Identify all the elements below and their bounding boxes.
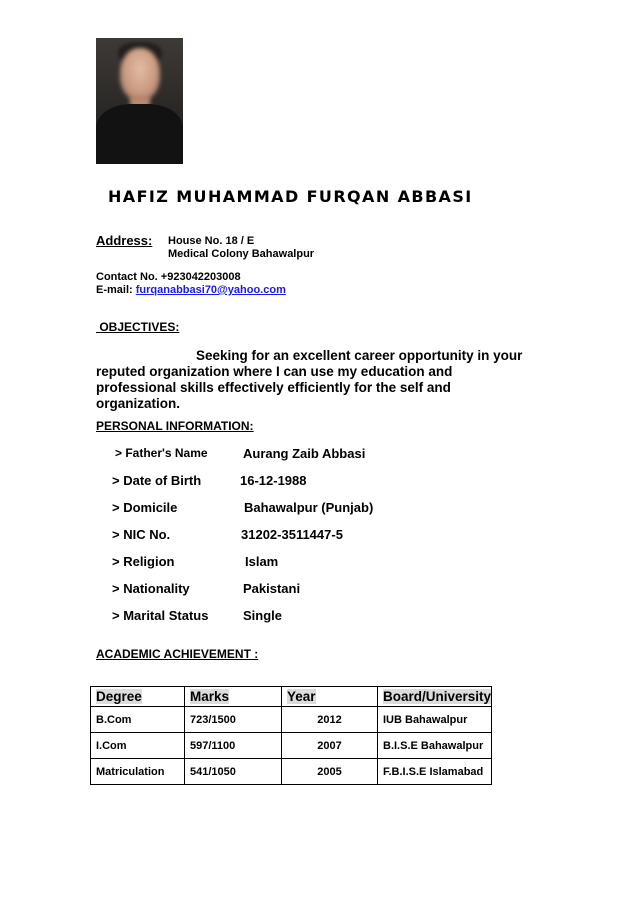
col-header-marks: Marks — [185, 687, 282, 707]
personal-info-heading: PERSONAL INFORMATION: — [96, 419, 254, 433]
email-link[interactable]: furqanabbasi70@yahoo.com — [135, 284, 286, 296]
address-line-2: Medical Colony Bahawalpur — [168, 248, 315, 260]
col-header-board: Board/University — [378, 687, 492, 707]
table-row — [91, 733, 492, 759]
cell-degree: Matriculation — [91, 759, 185, 785]
pi-value-nationality: Pakistani — [243, 581, 301, 596]
email-label: E-mail: — [96, 284, 133, 296]
objectives-heading: OBJECTIVES: — [96, 320, 180, 334]
candidate-name: HAFIZ MUHAMMAD FURQAN ABBASI — [108, 187, 473, 206]
cell-degree: I.Com — [91, 733, 185, 759]
pi-value-nic: 31202-3511447-5 — [241, 527, 343, 542]
pi-label-nationality: > Nationality — [112, 581, 190, 596]
cell-marks: 597/1100 — [185, 733, 282, 759]
cell-marks: 541/1050 — [185, 759, 282, 785]
table-row — [91, 759, 492, 785]
table-row — [91, 707, 492, 733]
address-label: Address: — [96, 233, 153, 248]
cell-year: 2007 — [282, 733, 378, 759]
pi-label-marital-status: > Marital Status — [112, 608, 209, 623]
cell-board: B.I.S.E Bahawalpur — [378, 733, 492, 759]
academic-table — [90, 686, 492, 785]
profile-photo — [96, 38, 183, 164]
pi-label-domicile: > Domicile — [112, 500, 178, 515]
address-line-1: House No. 18 / E — [168, 235, 255, 247]
pi-value-domicile: Bahawalpur (Punjab) — [244, 500, 374, 515]
pi-value-religion: Islam — [245, 554, 279, 569]
pi-label-nic: > NIC No. — [112, 527, 171, 542]
cell-degree: B.Com — [91, 707, 185, 733]
pi-label-dob: > Date of Birth — [112, 473, 202, 488]
col-header-degree: Degree — [91, 687, 185, 707]
table-header-row — [91, 687, 492, 707]
contact-line — [96, 271, 241, 283]
contact-number: +923042203008 — [160, 271, 241, 283]
academic-heading: ACADEMIC ACHIEVEMENT : — [96, 647, 259, 661]
objectives-text — [96, 348, 526, 412]
cell-marks: 723/1500 — [185, 707, 282, 733]
cell-board: F.B.I.S.E Islamabad — [378, 759, 492, 785]
cell-year: 2012 — [282, 707, 378, 733]
pi-value-marital-status: Single — [243, 608, 283, 623]
email-line — [96, 284, 286, 296]
objectives-text-content: Seeking for an excellent career opportunity in your reputed organization where I can use my education and professional skills effectively efficiently for the self and organization. — [96, 348, 523, 411]
pi-label-fathers-name: > Father's Name — [115, 446, 208, 460]
cell-year: 2005 — [282, 759, 378, 785]
cell-board: IUB Bahawalpur — [378, 707, 492, 733]
pi-label-religion: > Religion — [112, 554, 175, 569]
pi-value-dob: 16-12-1988 — [240, 473, 307, 488]
pi-value-fathers-name: Aurang Zaib Abbasi — [243, 446, 366, 461]
col-header-year: Year — [282, 687, 378, 707]
contact-label: Contact No. — [96, 271, 158, 283]
